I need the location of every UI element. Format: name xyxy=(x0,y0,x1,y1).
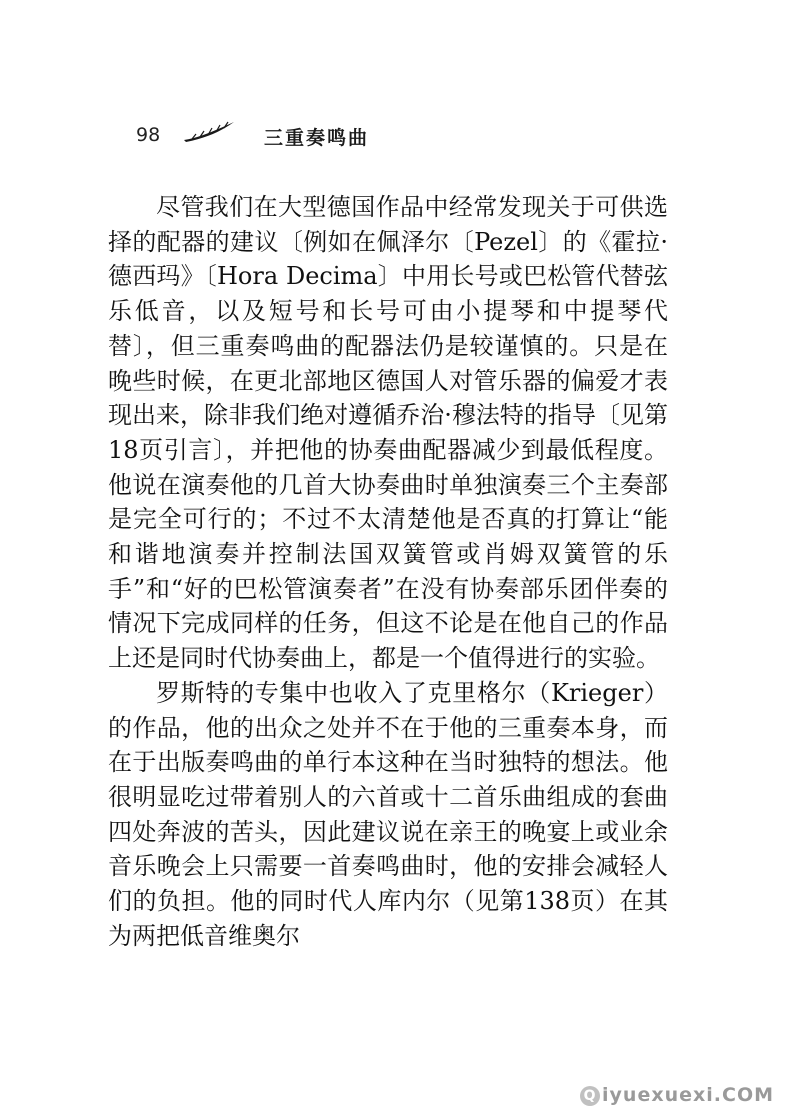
body-paragraph: 罗斯特的专集中也收入了克里格尔（Krieger）的作品，他的出众之处并不在于他的三重奏本身，而在于出版奏鸣曲的单行本这种在当时独特的想法。他很明显吃过带着别人的六首或十二首乐曲组成的套曲四处奔波的苦头，因此建议说在亲王的晚宴上或业余音乐晚会上只需要一首奏鸣曲时，他的安排会减轻人们的负担。他的同时代人库内尔（见第138页）在其为两把低音维奥尔 xyxy=(108,678,668,950)
feather-quill-icon xyxy=(182,118,238,146)
site-watermark xyxy=(580,1084,774,1106)
watermark-text: iyuexuexi.COM xyxy=(602,1084,774,1106)
text-body xyxy=(108,190,668,953)
q-logo-icon: Q xyxy=(580,1086,600,1106)
page-header xyxy=(136,118,674,152)
page-number: 98 xyxy=(136,124,161,146)
body-paragraph: 尽管我们在大型德国作品中经常发现关于可供选择的配器的建议〔例如在佩泽尔〔Pezel〕的《霍拉·德西玛》〔Hora Decima〕中用长号或巴松管代替弦乐低音，以及短号和长号可由小提琴和中提琴代替〕，但三重奏鸣曲的配器法仍是较谨慎的。只是在晚些时候，在更北部地区德国人对管乐器的偏爱才表现出来，除非我们绝对遵循乔治·穆法特的指导〔见第18页引言〕，并把他的协奏曲配器减少到最低程度。他说在演奏他的几首大协奏曲时单独演奏三个主奏部是完全可行的；不过不太清楚他是否真的打算让“能和谐地演奏并控制法国双簧管或肖姆双簧管的乐手”和“好的巴松管演奏者”在没有协奏部乐团伴奏的情况下完成同样的任务，但这不论是在他自己的作品上还是同时代协奏曲上，都是一个值得进行的实验。 xyxy=(108,193,668,673)
running-title: 三重奏鸣曲 xyxy=(264,127,370,149)
